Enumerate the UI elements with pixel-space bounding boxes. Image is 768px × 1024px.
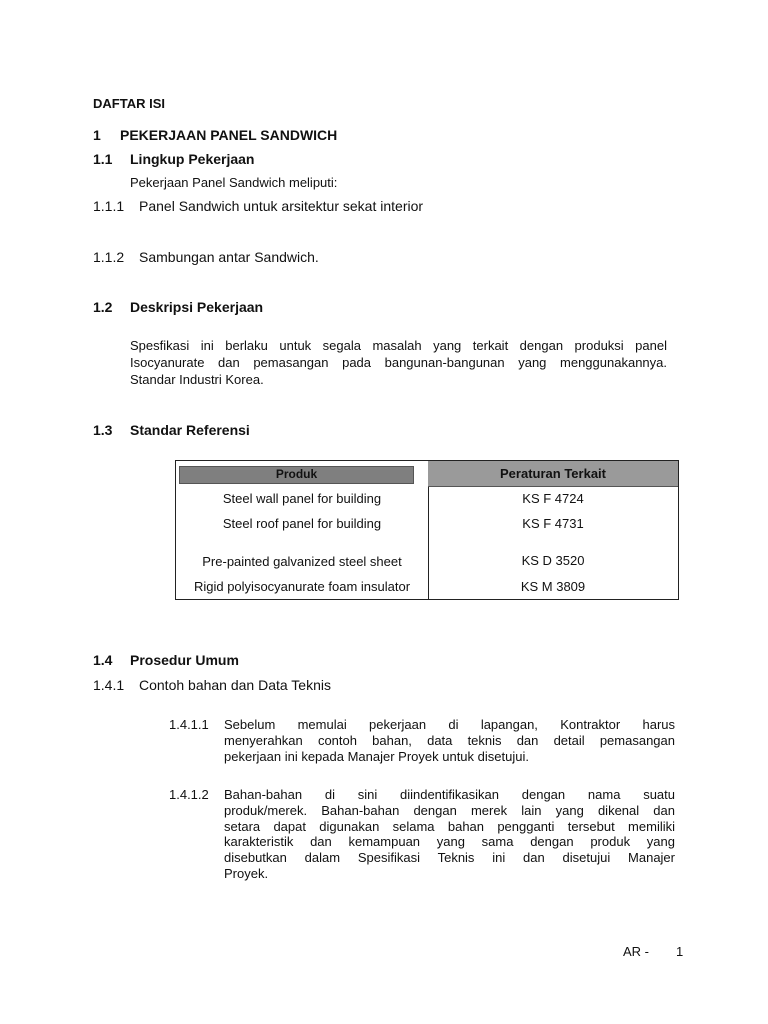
section-1-2-number: 1.2 [93, 299, 113, 315]
table-column-produk [176, 461, 429, 599]
section-1-3-title: Standar Referensi [130, 422, 250, 438]
paragraph-line: produk/merek. Bahan-bahan dengan merek lain yang dikenal dan [224, 802, 675, 818]
paragraph-line: setara dapat digunakan selama bahan pengganti tersebut memiliki [224, 818, 675, 834]
table-cell: KS M 3809 [520, 579, 586, 594]
paragraph-line: menyerahkan contoh bahan, data teknis dan detail pemasangan [224, 733, 675, 748]
table-cell: Pre-painted galvanized steel sheet [202, 554, 402, 569]
paragraph-line: karakteristik dan kemampuan yang sama dengan produk yang [224, 834, 675, 850]
table-header-produk: Produk [179, 466, 414, 484]
section-1-4-title: Prosedur Umum [130, 652, 239, 668]
section-1-1-intro: Pekerjaan Panel Sandwich meliputi: [130, 175, 338, 190]
item-1-1-2-number: 1.1.2 [93, 249, 125, 265]
table-cell: KS F 4724 [522, 491, 584, 506]
section-1-1-title: Lingkup Pekerjaan [130, 151, 255, 167]
table-cell: KS F 4731 [522, 516, 584, 531]
item-1-4-1-1-number: 1.4.1.1 [169, 717, 209, 732]
item-1-4-1-number: 1.4.1 [93, 677, 125, 693]
table-cell: Rigid polyisocyanurate foam insulator [193, 579, 411, 594]
reference-table [175, 460, 679, 600]
paragraph-line: pekerjaan ini kepada Manajer Proyek untuk disetujui. [224, 749, 529, 764]
item-1-1-1-text: Panel Sandwich untuk arsitektur sekat interior [139, 198, 424, 214]
section-1-number: 1 [93, 127, 101, 143]
section-1-title: PEKERJAAN PANEL SANDWICH [120, 127, 338, 143]
item-1-4-1-2-number: 1.4.1.2 [169, 787, 209, 802]
toc-heading: DAFTAR ISI [93, 96, 165, 111]
paragraph-line: Proyek. [224, 865, 269, 881]
table-header-peraturan: Peraturan Terkait [428, 461, 678, 487]
section-1-2-paragraph [130, 337, 667, 388]
page-number: 1 [676, 944, 684, 959]
item-1-4-1-1-paragraph [224, 717, 675, 765]
section-1-2-title: Deskripsi Pekerjaan [130, 299, 264, 315]
item-1-4-1-title: Contoh bahan dan Data Teknis [139, 677, 331, 693]
item-1-1-2-text: Sambungan antar Sandwich. [139, 249, 319, 265]
section-1-4-number: 1.4 [93, 652, 113, 668]
table-cell: Steel roof panel for building [222, 516, 382, 531]
table-cell: KS D 3520 [521, 553, 585, 568]
paragraph-line: Isocyanurate dan pemasangan pada bangunan-bangunan yang menggunakannya. [130, 355, 667, 370]
paragraph-line: Spesfikasi ini berlaku untuk segala masalah yang terkait dengan produksi panel [130, 338, 667, 353]
paragraph-line: disebutkan dalam Spesifikasi Teknis ini dan disetujui Manajer [224, 850, 675, 866]
item-1-4-1-2-paragraph [224, 787, 675, 882]
table-column-peraturan [428, 461, 678, 599]
item-1-1-1-number: 1.1.1 [93, 198, 125, 214]
paragraph-line: Sebelum memulai pekerjaan di lapangan, Kontraktor harus [224, 717, 675, 732]
table-cell: Steel wall panel for building [222, 491, 382, 506]
section-1-1-number: 1.1 [93, 151, 113, 167]
paragraph-line: Bahan-bahan di sini diindentifikasikan dengan nama suatu [224, 787, 675, 802]
paragraph-line: Standar Industri Korea. [130, 372, 264, 387]
section-1-3-number: 1.3 [93, 422, 113, 438]
footer-label: AR - [623, 944, 649, 959]
